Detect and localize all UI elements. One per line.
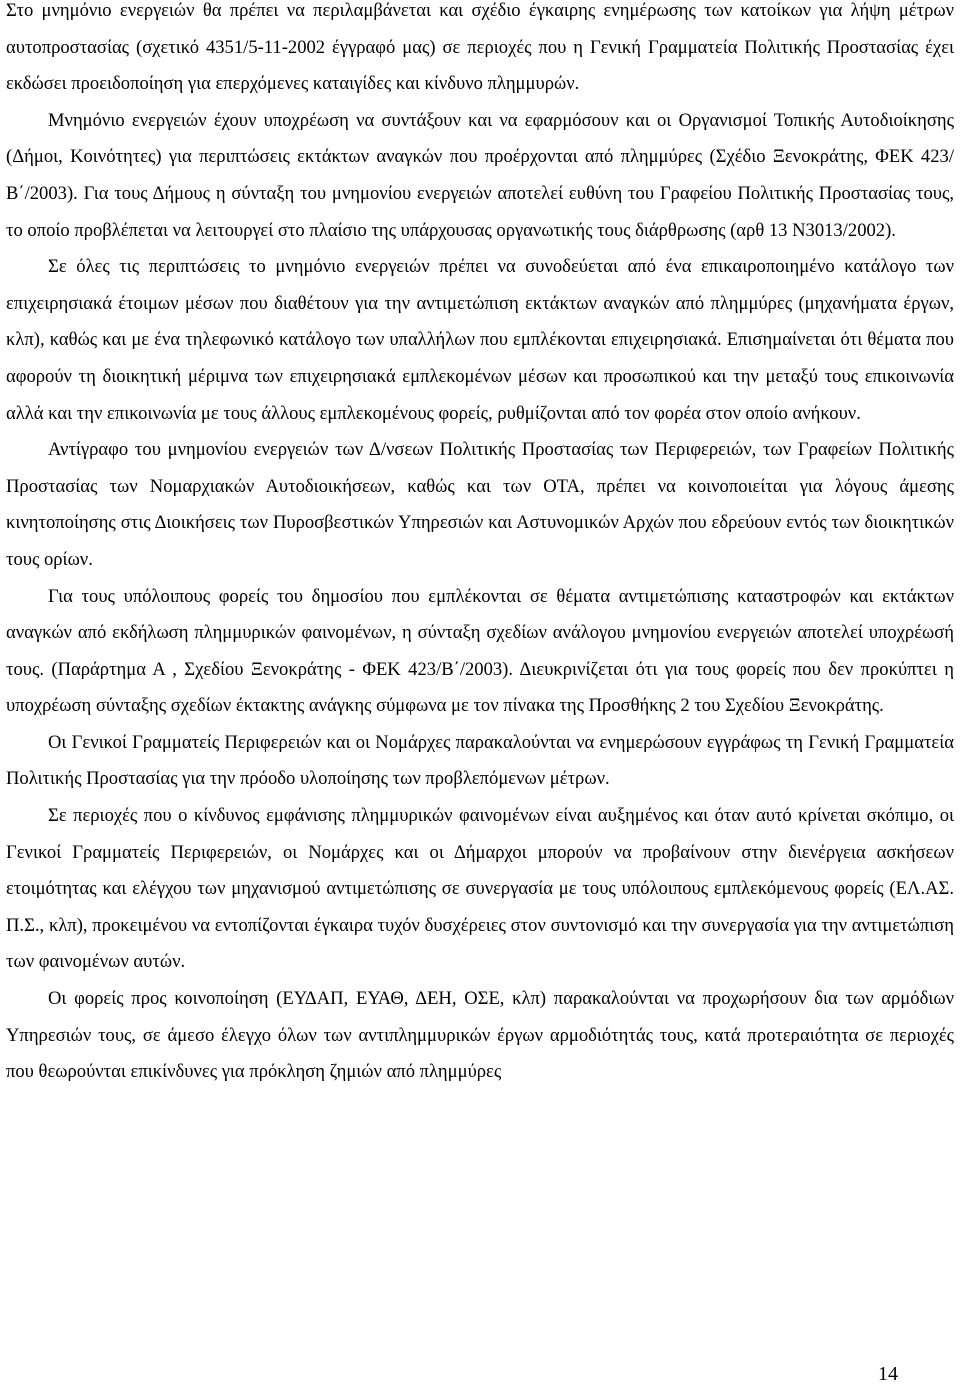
paragraph-7: Σε περιοχές που ο κίνδυνος εμφάνισης πλημμυρικών φαινομένων είναι αυξημένος και όταν αυτό κρίνεται σκόπιμο, οι Γενικοί Γραμματείς Περιφερειών, οι Νομάρχες και οι Δήμαρχοι μπορούν να προβαίνουν στην διενέργεια ασκήσεων ετοιμότητας και ελέγχου των μηχανισμού αντιμετώπισης σε συνεργασία με τους υπόλοιπους εμπλεκόμενους φορείς (ΕΛ.ΑΣ. Π.Σ., κλπ), προκειμένου να εντοπίζονται έγκαιρα τυχόν δυσχέρειες στον συντονισμό και την συνεργασία για την αντιμετώπιση των φαινομένων αυτών. <box>6 805 954 973</box>
page-number: 14 <box>878 1363 898 1385</box>
paragraph-5: Για τους υπόλοιπους φορείς του δημοσίου που εμπλέκονται σε θέματα αντιμετώπισης καταστροφών και εκτάκτων αναγκών από εκδήλωση πλημμυρικών φαινομένων, η σύνταξη σχεδίων ανάλογου μνημονίου ενεργειών αποτελεί υποχρέωσή τους. (Παράρτημα Α , Σχεδίου Ξενοκράτης - ΦΕΚ 423/Β΄/2003). Διευκρινίζεται ότι για τους φορείς που δεν προκύπτει η υποχρέωση σύνταξης σχεδίων έκτακτης ανάγκης σύμφωνα με τον πίνακα της Προσθήκης 2 του Σχεδίου Ξενοκράτης. <box>6 585 954 717</box>
paragraph-2: Μνημόνιο ενεργειών έχουν υποχρέωση να συντάξουν και να εφαρμόσουν και οι Οργανισμοί Τοπικής Αυτοδιοίκησης (Δήμοι, Κοινότητες) για περιπτώσεις εκτάκτων αναγκών που προέρχονται από πλημμύρες (Σχέδιο Ξενοκράτης, ΦΕΚ 423/Β΄/2003). Για τους Δήμους η σύνταξη του μνημονίου ενεργειών αποτελεί ευθύνη του Γραφείου Πολιτικής Προστασίας τους, το οποίο προβλέπεται να λειτουργεί στο πλαίσιο της υπάρχουσας οργανωτικής τους διάρθρωσης (αρθ 13 Ν3013/2002). <box>6 109 954 241</box>
paragraph-6: Οι Γενικοί Γραμματείς Περιφερειών και οι Νομάρχες παρακαλούνται να ενημερώσουν εγγράφως τη Γενική Γραμματεία Πολιτικής Προστασίας για την πρόοδο υλοποίησης των προβλεπόμενων μέτρων. <box>6 731 954 790</box>
paragraph-8: Οι φορείς προς κοινοποίηση (ΕΥΔΑΠ, ΕΥΑΘ, ΔΕΗ, ΟΣΕ, κλπ) παρακαλούνται να προχωρήσουν δια των αρμόδιων Υπηρεσιών τους, σε άμεσο έλεγχο όλων των αντιπλημμυρικών έργων αρμοδιότητάς τους, κατά προτεραιότητα σε περιοχές που θεωρούνται επικίνδυνες για πρόκληση ζημιών από πλημμύρες <box>6 988 954 1083</box>
paragraph-1: Στο μνημόνιο ενεργειών θα πρέπει να περιλαμβάνεται και σχέδιο έγκαιρης ενημέρωσης των κατοίκων για λήψη μέτρων αυτοπροστασίας (σχετικό 4351/5-11-2002 έγγραφό μας) σε περιοχές που η Γενική Γραμματεία Πολιτικής Προστασίας έχει εκδώσει προειδοποίηση για επερχόμενες καταιγίδες και κίνδυνο πλημμυρών. <box>6 0 954 95</box>
body-text <box>6 0 954 1091</box>
paragraph-3: Σε όλες τις περιπτώσεις το μνημόνιο ενεργειών πρέπει να συνοδεύεται από ένα επικαιροποιημένο κατάλογο των επιχειρησιακά έτοιμων μέσων που διαθέτουν για την αντιμετώπιση εκτάκτων αναγκών από πλημμύρες (μηχανήματα έργων, κλπ), καθώς και με ένα τηλεφωνικό κατάλογο των υπαλλήλων που εμπλέκονται επιχειρησιακά. Επισημαίνεται ότι θέματα που αφορούν τη διοικητική μέριμνα των επιχειρησιακά εμπλεκομένων μέσων και προσωπικού και την μεταξύ τους επικοινωνία αλλά και την επικοινωνία με τους άλλους εμπλεκομένους φορείς, ρυθμίζονται από τον φορέα στον οποίο ανήκουν. <box>6 256 954 424</box>
paragraph-4: Αντίγραφο του μνημονίου ενεργειών των Δ/νσεων Πολιτικής Προστασίας των Περιφερειών, των Γραφείων Πολιτικής Προστασίας των Νομαρχιακών Αυτοδιοικήσεων, καθώς και των ΟΤΑ, πρέπει να κοινοποιείται για λόγους άμεσης κινητοποίησης στις Διοικήσεις των Πυροσβεστικών Υπηρεσιών και Αστυνομικών Αρχών που εδρεύουν εντός των διοικητικών τους ορίων. <box>6 439 954 570</box>
